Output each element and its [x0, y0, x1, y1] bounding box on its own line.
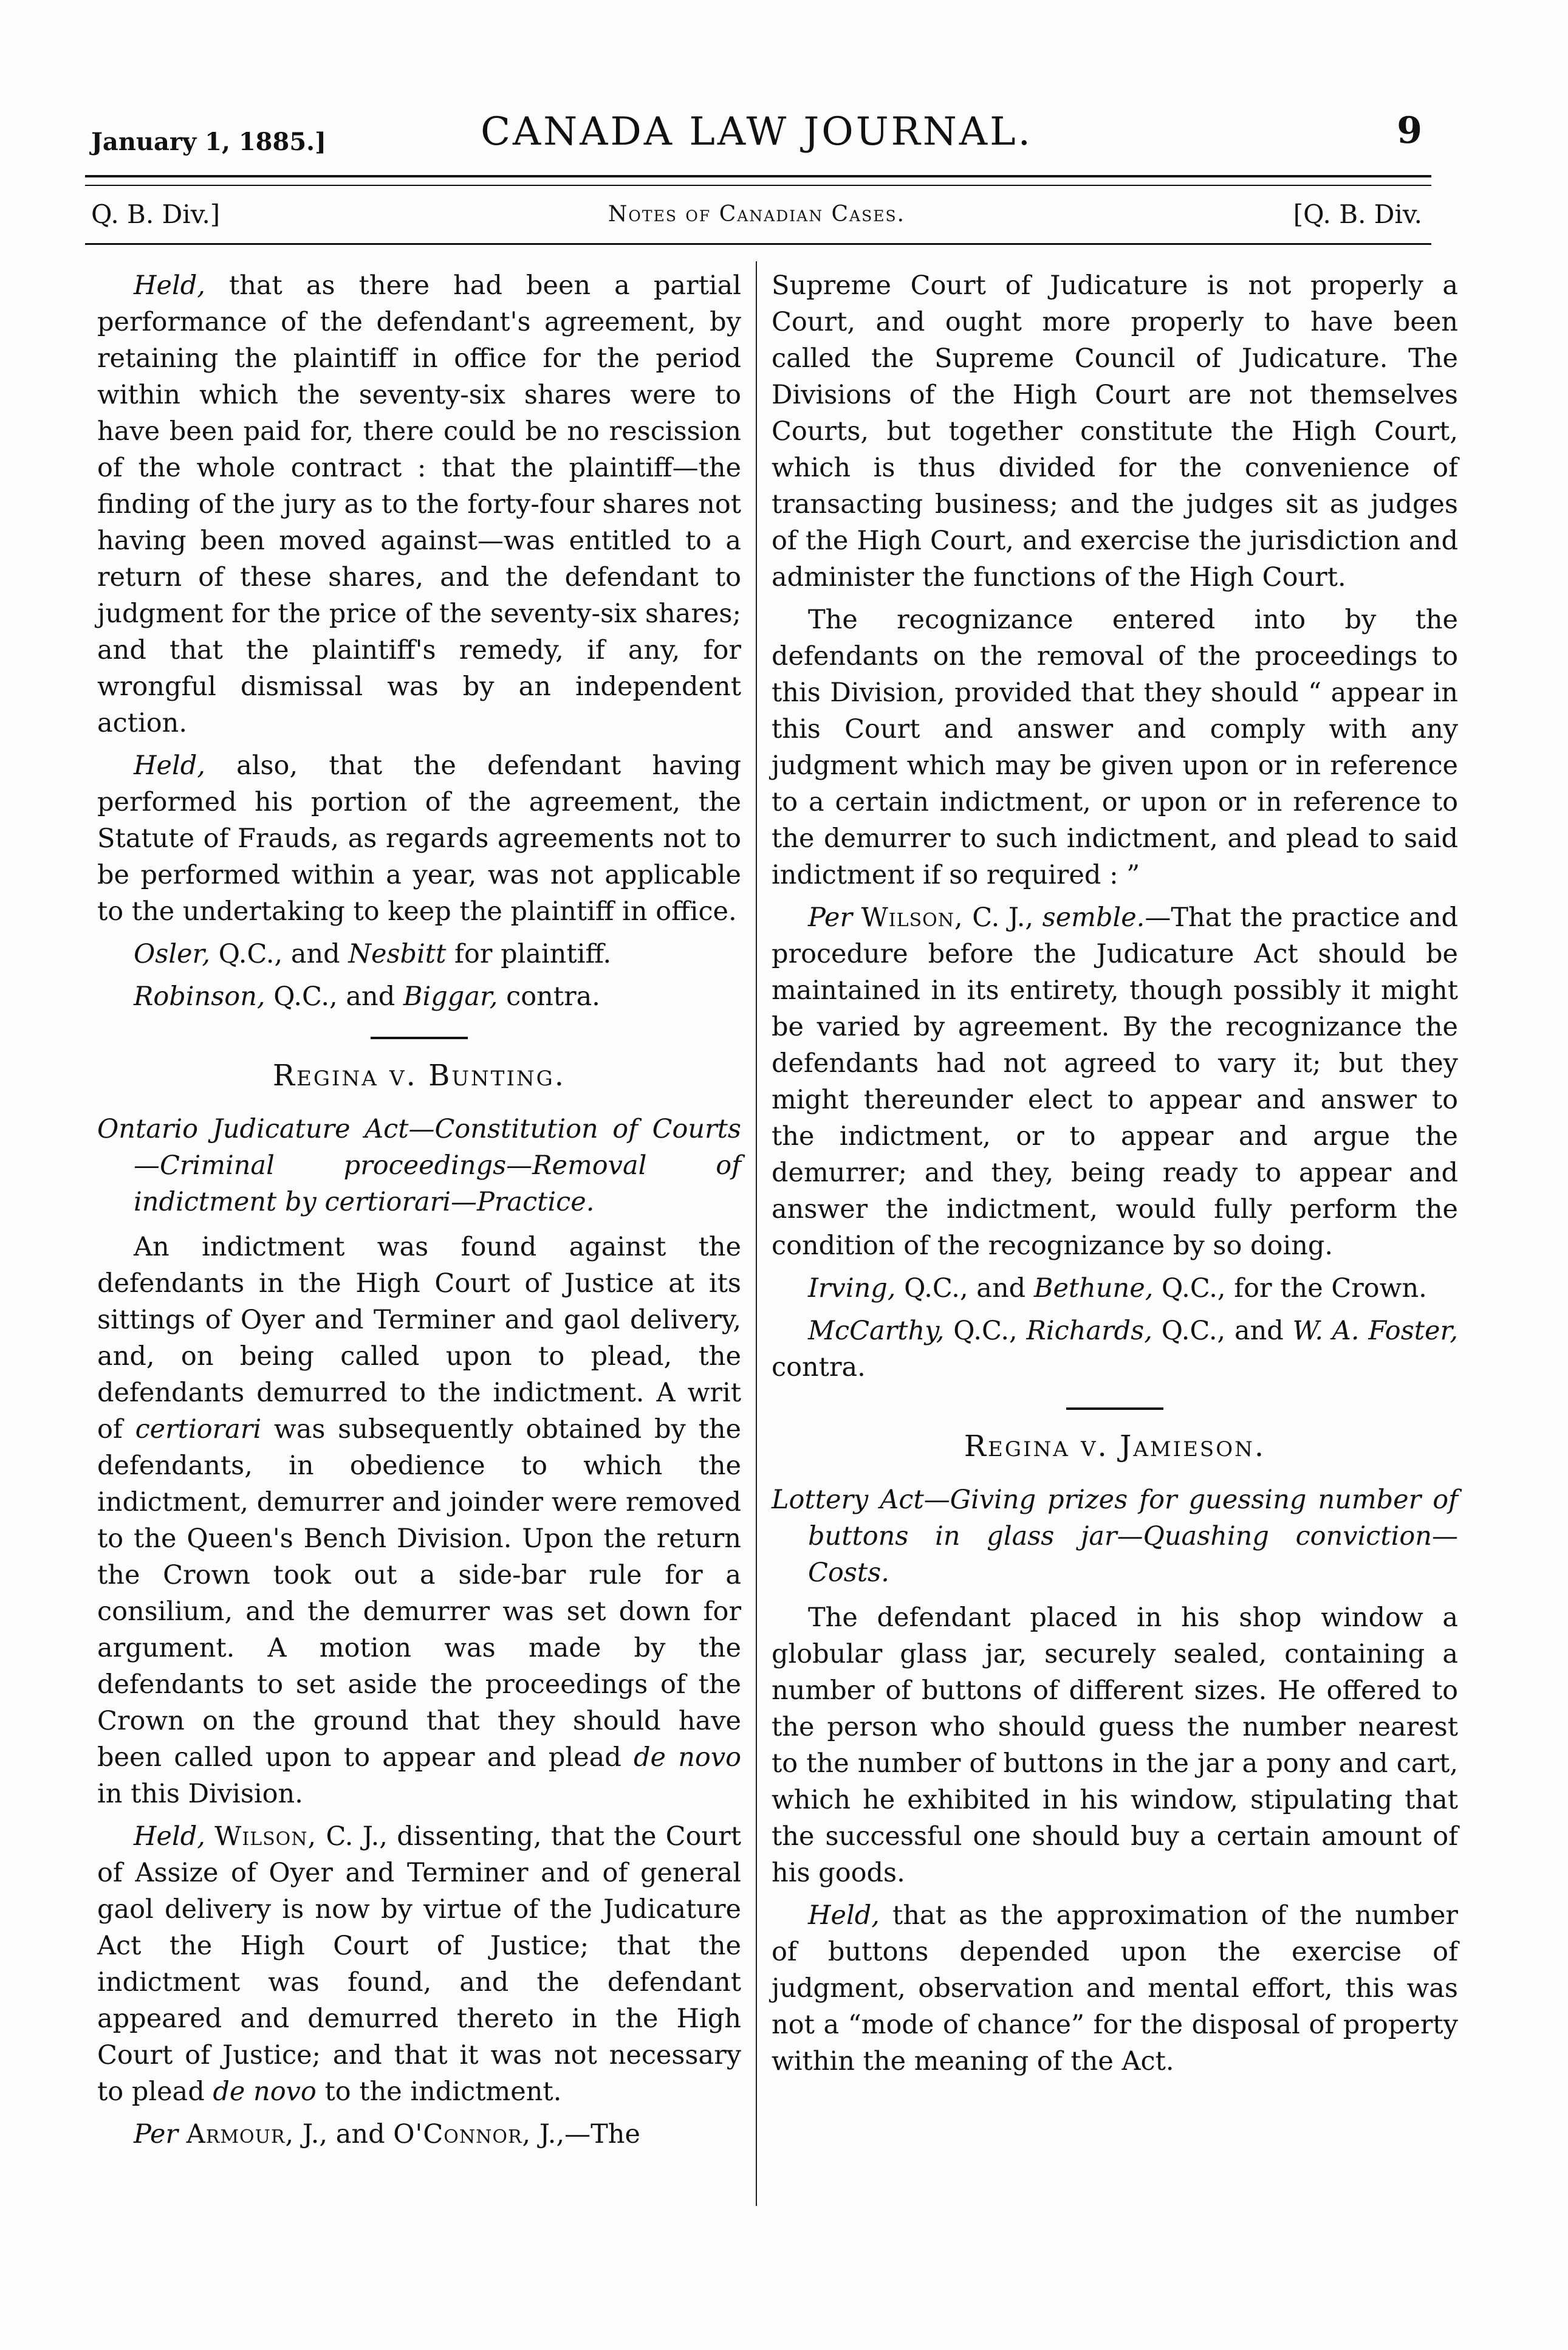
- case-headnote: Lottery Act—Giving prizes for guessing number of buttons in glass jar—Quashing conviction—Costs.: [772, 1485, 1458, 1588]
- right-column: [772, 267, 1458, 2086]
- paragraph: The recognizance entered into by the defendants on the removal of the proceedings to this Division, provided that they should “ appear in this Court and answer and comply with any judgment which may be given upon or in reference to a certain indictment, or upon or in reference to the demurrer to such indictment, and plead to said indictment if so required : ”: [772, 605, 1458, 890]
- case-title: Regina v. Jamieson.: [964, 1429, 1266, 1463]
- paragraph: Per Wilson, C. J., semble.—That the practice and procedure before the Judicature Act should be maintained in its entirety, though possibly it might be varied by agreement. By the recognizance the defendants had not agreed to vary it; but they might thereunder elect to appear and answer to the indictment, or to appear and argue the demurrer; and they, being ready to appear and answer the indictment, would fully perform the condition of the recognizance by so doing.: [772, 902, 1459, 1261]
- page-number: 9: [1397, 109, 1422, 152]
- counsel-line: Irving, Q.C., and Bethune, Q.C., for the Crown.: [808, 1273, 1427, 1304]
- paragraph: Supreme Court of Judicature is not properly a Court, and ought more properly to have been called the Supreme Council of Judicature. The Divisions of the High Court are not themselves Courts, but together constitute the High Court, which is thus divided for the convenience of transacting business; and the judges sit as judges of the High Court, and exercise the jurisdiction and administer the functions of the High Court.: [772, 270, 1458, 593]
- paragraph: Held, that as the approximation of the number of buttons depended upon the exercise of judgment, observation and mental effort, this was not a “mode of chance” for the disposal of property within the meaning of the Act.: [772, 1900, 1458, 2077]
- case-separator: [371, 1037, 468, 1039]
- case-title: Regina v. Bunting.: [272, 1059, 566, 1093]
- right-division: [Q. B. Div.: [1293, 199, 1422, 229]
- running-head: [91, 109, 1422, 158]
- journal-title: CANADA LAW JOURNAL.: [481, 109, 1033, 154]
- header-double-rule: [85, 175, 1431, 186]
- counsel-line: Robinson, Q.C., and Biggar, contra.: [134, 981, 600, 1012]
- left-column: [97, 267, 741, 2159]
- header-rule: [85, 243, 1431, 245]
- counsel-line: Osler, Q.C., and Nesbitt for plaintiff.: [134, 939, 612, 969]
- counsel-line: McCarthy, Q.C., Richards, Q.C., and W. A. Foster, contra.: [772, 1316, 1458, 1383]
- left-division: Q. B. Div.]: [91, 199, 221, 229]
- section-head: [91, 199, 1422, 236]
- case-separator: [1066, 1407, 1163, 1410]
- paragraph: An indictment was found against the defendants in the High Court of Justice at its sittings of Oyer and Terminer and gaol delivery, and, on being called upon to plead, the defendants demurred to the indictment. A writ of certiorari was subsequently obtained by the defendants, in obedience to which the indictment, demurrer and joinder were removed to the Queen's Bench Division. Upon the return the Crown took out a side-bar rule for a consilium, and the demurrer was set down for argument. A motion was made by the defendants to set aside the proceedings of the Crown on the ground that they should have been called upon to appear and plead de novo in this Division.: [97, 1232, 742, 1809]
- issue-date: January 1, 1885.]: [91, 128, 327, 156]
- paragraph: The defendant placed in his shop window a globular glass jar, securely sealed, containing a number of buttons of different sizes. He offered to the person who should guess the number nearest to the number of buttons in the jar a pony and cart, which he exhibited in his window, stipulating that the successful one should buy a certain amount of his goods.: [772, 1603, 1458, 1888]
- paragraph: Held, Wilson, C. J., dissenting, that the Court of Assize of Oyer and Terminer and of general gaol delivery is now by virtue of the Judicature Act the High Court of Justice; that the indictment was found, and the defendant appeared and demurred thereto in the High Court of Justice; and that it was not necessary to plead de novo to the indictment.: [97, 1821, 742, 2107]
- column-divider: [756, 261, 757, 2206]
- paragraph: Held, also, that the defendant having performed his portion of the agreement, the Statute of Frauds, as regards agreements not to be performed within a year, was not applicable to the undertaking to keep the plaintiff in office.: [97, 751, 741, 927]
- paragraph: Held, that as there had been a partial performance of the defendant's agreement, by retaining the plaintiff in office for the period within which the seventy-six shares were to have been paid for, there could be no rescission of the whole contract : that the plaintiff—the finding of the jury as to the forty-four shares not having been moved against—was entitled to a return of these shares, and the defendant to judgment for the price of the seventy-six shares; and that the plaintiff's remedy, if any, for wrongful dismissal was by an independent action.: [97, 270, 741, 738]
- case-headnote: Ontario Judicature Act—Constitution of Courts—Criminal proceedings—Removal of indictment by certiorari—Practice.: [97, 1114, 741, 1217]
- paragraph: Per Armour, J., and O'Connor, J.,—The: [134, 2119, 640, 2149]
- section-title: Notes of Canadian Cases.: [608, 202, 906, 227]
